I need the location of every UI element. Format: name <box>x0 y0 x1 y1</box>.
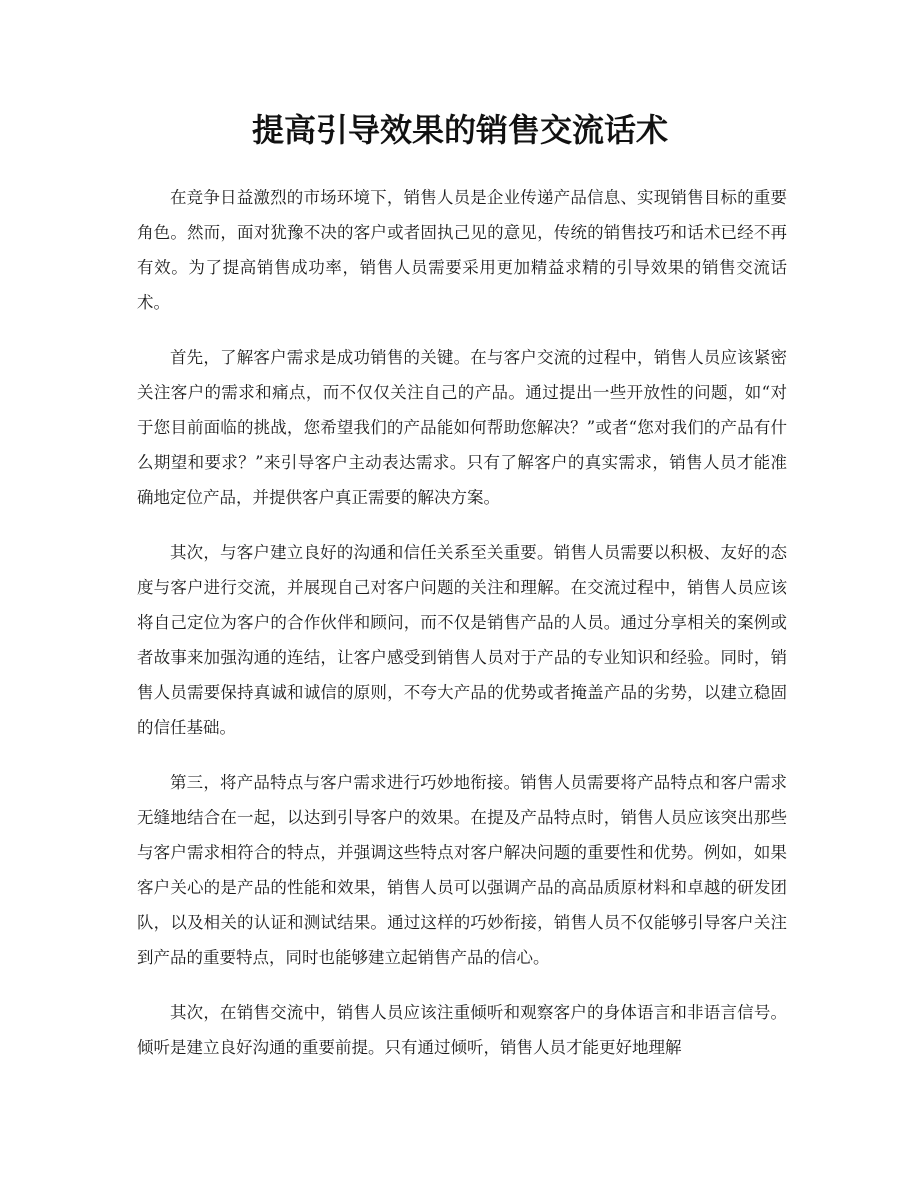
paragraph-customer-needs: 首先，了解客户需求是成功销售的关键。在与客户交流的过程中，销售人员应该紧密关注客户的需求和痛点，而不仅仅关注自己的产品。通过提出一些开放性的问题，如“对于您目前面临的挑战，您希望我们的产品能如何帮助您解决？”或者“您对我们的产品有什么期望和要求？”来引导客户主动表达需求。只有了解客户的真实需求，销售人员才能准确地定位产品，并提供客户真正需要的解决方案。 <box>137 348 787 507</box>
paragraph-intro: 在竞争日益激烈的市场环境下，销售人员是企业传递产品信息、实现销售目标的重要角色。然而，面对犹豫不决的客户或者固执己见的意见，传统的销售技巧和话术已经不再有效。为了提高销售成功率，销售人员需要采用更加精益求精的引导效果的销售交流话术。 <box>137 188 787 312</box>
paragraph-listening: 其次，在销售交流中，销售人员应该注重倾听和观察客户的身体语言和非语言信号。倾听是建立良好沟通的重要前提。只有通过倾听，销售人员才能更好地理解 <box>137 1003 787 1057</box>
document-body <box>137 180 787 1085</box>
paragraph-product-features: 第三，将产品特点与客户需求进行巧妙地衔接。销售人员需要将产品特点和客户需求无缝地结合在一起，以达到引导客户的效果。在提及产品特点时，销售人员应该突出那些与客户需求相符合的特点，并强调这些特点对客户解决问题的重要性和优势。例如，如果客户关心的是产品的性能和效果，销售人员可以强调产品的高品质原材料和卓越的研发团队，以及相关的认证和测试结果。通过这样的巧妙衔接，销售人员不仅能够引导客户关注到产品的重要特点，同时也能够建立起销售产品的信心。 <box>137 773 787 967</box>
paragraph-trust: 其次，与客户建立良好的沟通和信任关系至关重要。销售人员需要以积极、友好的态度与客户进行交流，并展现自己对客户问题的关注和理解。在交流过程中，销售人员应该将自己定位为客户的合作伙伴和顾问，而不仅是销售产品的人员。通过分享相关的案例或者故事来加强沟通的连结，让客户感受到销售人员对于产品的专业知识和经验。同时，销售人员需要保持真诚和诚信的原则，不夸大产品的优势或者掩盖产品的劣势，以建立稳固的信任基础。 <box>137 543 787 737</box>
page-title: 提高引导效果的销售交流话术 <box>251 111 668 149</box>
